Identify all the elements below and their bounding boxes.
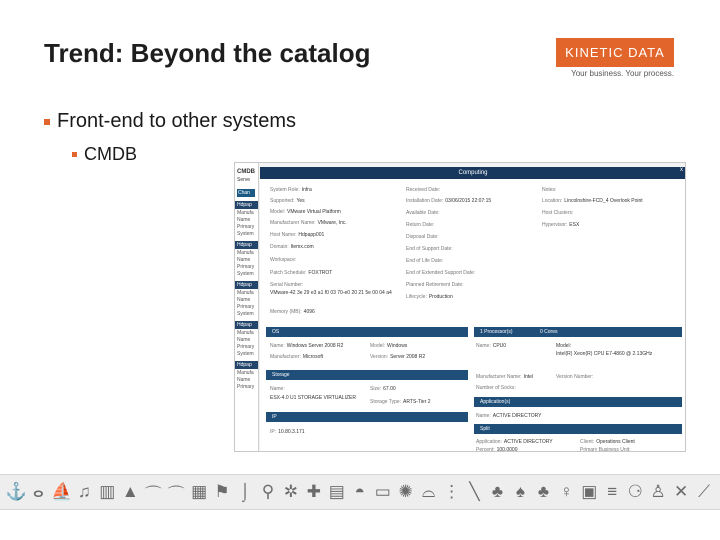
bug-icon: ✲ bbox=[283, 482, 299, 501]
tree-icon: ♠ bbox=[515, 482, 525, 501]
field-value: 4096 bbox=[303, 309, 315, 315]
gear-icon: ✺ bbox=[398, 482, 413, 501]
os-version bbox=[370, 354, 425, 360]
split-application bbox=[476, 439, 553, 445]
list-group-head[interactable]: Hdpap bbox=[235, 201, 258, 209]
field-label: Name: bbox=[476, 413, 491, 419]
bridge-icon: ⌒ bbox=[167, 484, 185, 504]
skier-icon: ⟋ bbox=[698, 482, 711, 501]
split-client bbox=[580, 439, 635, 445]
cross-icon: ✚ bbox=[306, 482, 321, 501]
bullet-square-icon bbox=[72, 152, 77, 157]
section-label: 1 Processor(s) bbox=[480, 329, 513, 335]
field-label: Manufacturer Name: bbox=[270, 220, 316, 226]
computing-detail-window bbox=[260, 167, 686, 452]
field-end-of-support bbox=[406, 246, 455, 252]
list-item: Manufa bbox=[237, 370, 254, 376]
field-value: Server 2008 R2 bbox=[390, 354, 426, 360]
field-value: 100.0000 bbox=[496, 447, 518, 452]
list-group-4[interactable] bbox=[235, 321, 258, 357]
storage-name-value: ESX-4.0 U1 STORAGE VIRTUALIZER bbox=[270, 395, 356, 401]
field-value: Microsoft bbox=[302, 354, 324, 360]
field-value: Intel bbox=[523, 374, 534, 380]
bicycle-icon: ⚆ bbox=[627, 482, 643, 501]
os-manufacturer bbox=[270, 354, 323, 360]
storage-name bbox=[270, 386, 287, 392]
field-label: Host Clusters: bbox=[542, 210, 574, 216]
storage-section-header[interactable] bbox=[266, 370, 468, 380]
field-label: Workspace: bbox=[270, 257, 297, 263]
field-value: Operations Client bbox=[596, 439, 635, 445]
field-received-date bbox=[406, 187, 442, 193]
list-item: Name bbox=[237, 217, 251, 223]
field-value: FOXTROT bbox=[308, 270, 333, 276]
list-item: System bbox=[237, 231, 254, 237]
field-value: ACTIVE DIRECTORY bbox=[503, 439, 553, 445]
field-host-name bbox=[270, 232, 324, 238]
bullet-level1 bbox=[44, 110, 296, 133]
logo-tagline: Your business. Your process. bbox=[571, 69, 674, 78]
field-label: End of Extended Support Date: bbox=[406, 270, 476, 276]
field-value: VMware, Inc. bbox=[317, 220, 347, 226]
person-icon: ⚲ bbox=[261, 482, 275, 501]
list-item: Name bbox=[237, 297, 251, 303]
list-group-2[interactable] bbox=[235, 241, 258, 277]
sailboat-icon: ⛵ bbox=[51, 482, 73, 501]
section-label: OS bbox=[272, 329, 280, 335]
field-label: Received Date: bbox=[406, 187, 441, 193]
field-memory bbox=[270, 309, 315, 315]
section-label: Split bbox=[480, 426, 490, 432]
unicyclist-icon: ⚓ bbox=[5, 482, 27, 501]
field-system-role bbox=[270, 187, 312, 193]
list-item: Primary bbox=[237, 304, 255, 310]
field-value: Hdpapp001 bbox=[298, 232, 325, 238]
music-icon: ♫ bbox=[77, 482, 91, 501]
building-icon: ▣ bbox=[581, 482, 598, 501]
list-item: System bbox=[237, 271, 254, 277]
list-group-head[interactable]: Hdpap bbox=[235, 241, 258, 249]
field-label: Planned Retirement Date: bbox=[406, 282, 464, 288]
field-host-clusters bbox=[542, 210, 575, 216]
field-value: Itemx.com bbox=[290, 244, 314, 250]
field-return-date bbox=[406, 222, 436, 228]
field-value: ACTIVE DIRECTORY bbox=[492, 413, 542, 419]
field-label: Host Name: bbox=[270, 232, 297, 238]
bridge-icon: ⌒ bbox=[144, 484, 162, 504]
balloon-icon: ♀ bbox=[559, 482, 573, 501]
close-icon[interactable]: x bbox=[680, 167, 683, 173]
section-label: Application(s) bbox=[480, 399, 511, 405]
list-group-head[interactable]: Hdpap bbox=[235, 361, 258, 369]
field-label: Supported: bbox=[270, 198, 295, 204]
field-label: Disposal Date: bbox=[406, 234, 439, 240]
person-icon: ♙ bbox=[650, 482, 666, 501]
list-title: CMDB bbox=[237, 169, 255, 175]
field-label: Available Date: bbox=[406, 210, 440, 216]
bicycle-icon: ⴰ bbox=[32, 482, 44, 501]
window-title: Computing bbox=[260, 167, 686, 179]
field-label: Version: bbox=[370, 354, 389, 360]
field-available-date bbox=[406, 210, 442, 216]
field-label: Primary Business Unit: bbox=[580, 447, 631, 452]
application-name bbox=[476, 413, 541, 419]
field-value: Windows Server 2008 R2 bbox=[286, 343, 344, 349]
field-label: Domain: bbox=[270, 244, 289, 250]
list-group-head[interactable]: Hdpap bbox=[235, 281, 258, 289]
field-label: Application: bbox=[476, 439, 502, 445]
storage-type bbox=[370, 399, 431, 405]
list-item: Name bbox=[237, 377, 251, 383]
logo-wordmark: KINETIC DATA bbox=[556, 38, 674, 67]
field-label: Storage Type: bbox=[370, 399, 402, 405]
application-section-header[interactable] bbox=[474, 397, 682, 407]
field-label: Model: bbox=[370, 343, 386, 349]
split-primary-bu bbox=[580, 447, 633, 452]
list-item: Manufa bbox=[237, 250, 254, 256]
field-value: ESX bbox=[569, 222, 580, 228]
field-label: End of Support Date: bbox=[406, 246, 453, 252]
ski-icon: ╲ bbox=[469, 482, 480, 501]
field-workspace bbox=[270, 257, 298, 263]
field-label: Patch Schedule: bbox=[270, 270, 307, 276]
flag-icon: ⚑ bbox=[214, 482, 230, 501]
section-label: Storage bbox=[272, 372, 290, 378]
list-item: System bbox=[237, 311, 254, 317]
field-value: VMware Virtual Platform bbox=[287, 209, 341, 215]
field-label: IP: bbox=[270, 429, 277, 435]
processor-name bbox=[476, 343, 506, 349]
list-group-3[interactable] bbox=[235, 281, 258, 317]
field-label: Lifecycle: bbox=[406, 294, 427, 300]
field-label: Version Number: bbox=[556, 374, 594, 380]
rail-icon: ≡ bbox=[607, 482, 618, 501]
os-section-header[interactable] bbox=[266, 327, 468, 337]
field-label: Model: bbox=[270, 209, 286, 215]
list-item: Name bbox=[237, 337, 251, 343]
field-label: Name: bbox=[270, 386, 285, 392]
bullet-text: CMDB bbox=[84, 144, 137, 164]
field-supported bbox=[270, 198, 305, 204]
field-value: Lincolnshire-FCD_4 Overlook Point bbox=[564, 198, 643, 204]
field-serial bbox=[270, 282, 305, 288]
hook-icon: ⌡ bbox=[239, 482, 251, 501]
field-notes bbox=[542, 187, 558, 193]
list-group-head[interactable]: Hdpap bbox=[235, 321, 258, 329]
field-label: Notes: bbox=[542, 187, 557, 193]
bullet-square-icon bbox=[44, 119, 50, 125]
field-value: Yes bbox=[296, 198, 305, 204]
processor-model-label: Model: bbox=[556, 343, 572, 349]
processor-section-header[interactable] bbox=[474, 327, 682, 337]
slide-title: Trend: Beyond the catalog bbox=[44, 38, 371, 68]
field-label: Name: bbox=[270, 343, 285, 349]
field-label: System Role: bbox=[270, 187, 300, 193]
field-label: Hypervisor: bbox=[542, 222, 568, 228]
list-item: System bbox=[237, 351, 254, 357]
field-value: Infra bbox=[301, 187, 312, 193]
field-planned-retirement bbox=[406, 282, 466, 288]
fork-icon: ⋮ bbox=[443, 482, 461, 501]
field-value: 10.80.3.171 bbox=[278, 429, 305, 435]
tools-icon: ✕ bbox=[673, 482, 689, 501]
list-item: Manufa bbox=[237, 330, 254, 336]
field-label: Number of Socks: bbox=[476, 385, 516, 391]
list-group-1[interactable] bbox=[235, 201, 258, 237]
bus-icon: ▭ bbox=[374, 482, 391, 501]
field-serial-value: VMware-42 3e 29 e3 a1 f0 03 70-e0 20 21 5e 00 04 a4 bbox=[270, 290, 392, 296]
field-value: Windows bbox=[387, 343, 408, 349]
processor-sockets bbox=[476, 385, 518, 391]
os-model bbox=[370, 343, 407, 349]
decorative-icon-strip bbox=[0, 474, 720, 510]
list-item: Name bbox=[237, 257, 251, 263]
os-name bbox=[270, 343, 343, 349]
list-item: Primary bbox=[237, 264, 255, 270]
bullet-text: Front-end to other systems bbox=[57, 110, 296, 132]
storage-size bbox=[370, 386, 396, 392]
bar-chart-icon: ▥ bbox=[99, 482, 116, 501]
change-tab[interactable]: Chan bbox=[237, 189, 255, 197]
split-percent bbox=[476, 447, 517, 452]
field-label: Location: bbox=[542, 198, 563, 204]
field-label: Client: bbox=[580, 439, 595, 445]
field-label: Manufacturer: bbox=[270, 354, 301, 360]
field-label: Manufacturer Name: bbox=[476, 374, 522, 380]
list-item: Manufa bbox=[237, 290, 254, 296]
field-manufacturer bbox=[270, 220, 347, 226]
field-label: Memory (MB): bbox=[270, 309, 302, 315]
car-icon: ◓ bbox=[354, 482, 365, 501]
field-end-of-life bbox=[406, 258, 445, 264]
list-group-5[interactable] bbox=[235, 361, 258, 390]
split-section-header[interactable] bbox=[474, 424, 682, 434]
field-label: Percent: bbox=[476, 447, 495, 452]
list-item: Primary bbox=[237, 344, 255, 350]
tram-icon: ▤ bbox=[328, 482, 345, 501]
processor-version bbox=[556, 374, 595, 380]
cmdb-screenshot bbox=[234, 162, 686, 452]
field-model bbox=[270, 209, 341, 215]
field-label: Installation Date: bbox=[406, 198, 444, 204]
field-location bbox=[542, 198, 643, 204]
field-label: End of Life Date: bbox=[406, 258, 444, 264]
kinetic-data-logo bbox=[556, 38, 674, 78]
field-label: Return Date: bbox=[406, 222, 435, 228]
list-subtitle: Serve bbox=[237, 177, 251, 183]
field-label: Name: bbox=[476, 343, 491, 349]
field-value: 03/06/2015 22:07:15 bbox=[445, 198, 492, 204]
field-disposal-date bbox=[406, 234, 441, 240]
train-icon: ▦ bbox=[191, 482, 208, 501]
tree-icon: ♣ bbox=[491, 482, 504, 501]
field-domain bbox=[270, 244, 314, 250]
field-label: Size: bbox=[370, 386, 382, 392]
list-item: Primary bbox=[237, 384, 255, 390]
ip-address bbox=[270, 429, 305, 435]
buoy-icon: ▲ bbox=[121, 482, 139, 501]
section-label: IP bbox=[272, 414, 277, 420]
tree-icon: ♣ bbox=[537, 482, 549, 501]
field-installation-date bbox=[406, 198, 491, 204]
field-patch-schedule bbox=[270, 270, 332, 276]
list-item: Manufa bbox=[237, 210, 254, 216]
bullet-level2 bbox=[72, 144, 137, 165]
field-value: Production bbox=[428, 294, 453, 300]
field-value: 67.00 bbox=[383, 386, 396, 392]
ip-section-header[interactable] bbox=[266, 412, 468, 422]
processor-model-value: Intel(R) Xeon(R) CPU E7-4860 @ 2.13GHz bbox=[556, 351, 653, 357]
field-end-of-extended-support bbox=[406, 270, 477, 276]
canoe-icon: ⌓ bbox=[421, 482, 436, 501]
field-value: ARTS-Tier 2 bbox=[403, 399, 431, 405]
field-lifecycle bbox=[406, 294, 453, 300]
field-hypervisor bbox=[542, 222, 579, 228]
server-list-panel bbox=[235, 163, 259, 451]
field-label: Serial Number: bbox=[270, 282, 304, 288]
processor-manufacturer bbox=[476, 374, 533, 380]
list-item: Primary bbox=[237, 224, 255, 230]
field-value: CPU0 bbox=[492, 343, 507, 349]
section-count: 0 Cores bbox=[540, 329, 558, 335]
